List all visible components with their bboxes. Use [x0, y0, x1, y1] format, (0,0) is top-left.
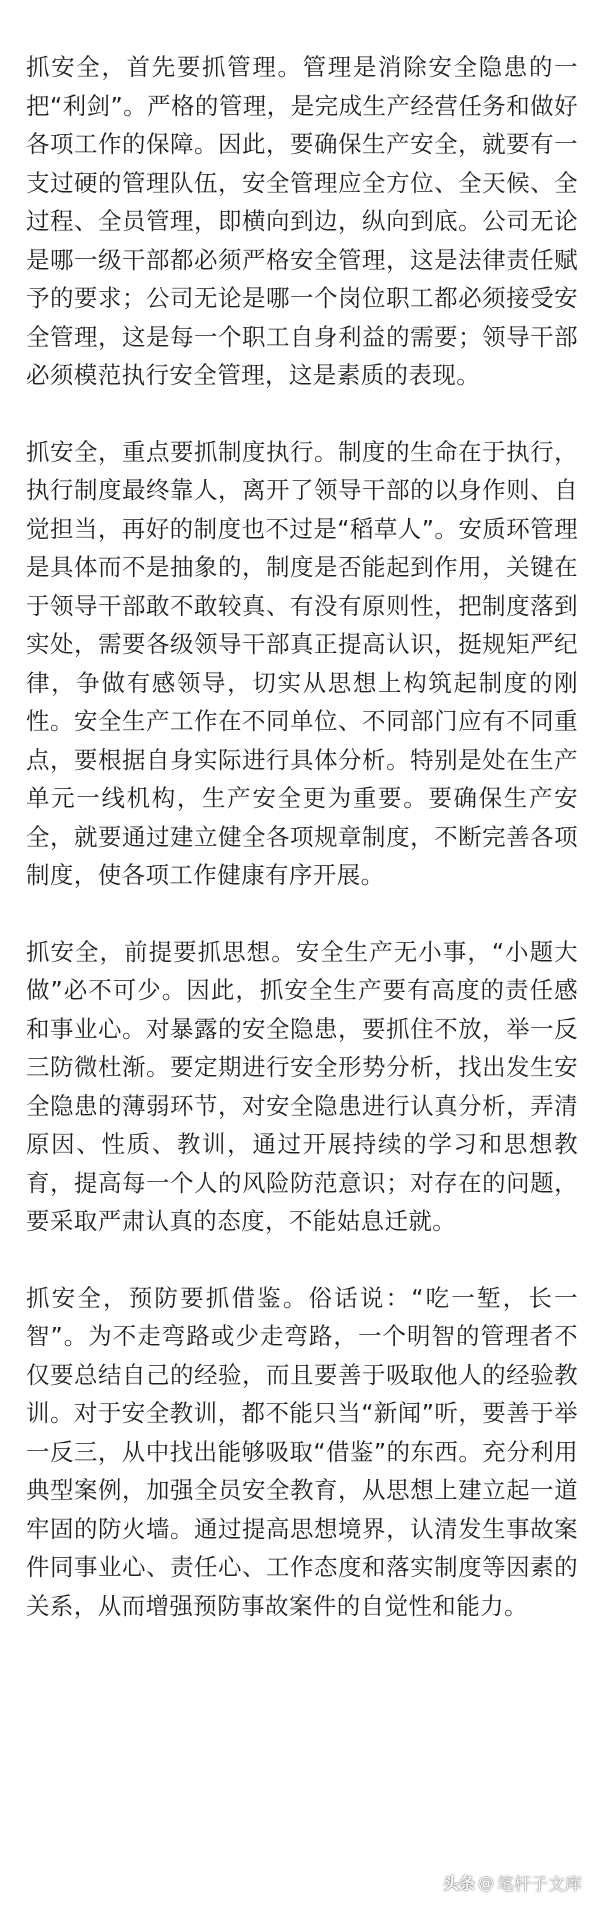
at-icon: @	[478, 1873, 494, 1892]
paragraph-ideology: 抓安全，前提要抓思想。安全生产无小事，“小题大做”必不可少。因此，抓安全生产要有高度的责任感和事业心。对暴露的安全隐患，要抓住不放，举一反三防微杜渐。要定期进行安全形势分析，找出发生安全隐患的薄弱环节，对安全隐患进行认真分析，弄清原因、性质、教训，通过开展持续的学习和思想教育，提高每一个人的风险防范意识；对存在的问题，要采取严肃认真的态度，不能姑息迁就。	[26, 937, 578, 1235]
paragraph-management: 抓安全，首先要抓管理。管理是消除安全隐患的一把“利剑”。严格的管理，是完成生产经营任务和做好各项工作的保障。因此，要确保生产安全，就要有一支过硬的管理队伍，安全管理应全方位、全天候、全过程、全员管理，即横向到边，纵向到底。公司无论是哪一级干部都必须严格安全管理，这是法律责任赋予的要求；公司无论是哪一个岗位职工都必须接受安全管理，这是每一个职工自身利益的需要；领导干部必须模范执行安全管理，这是素质的表现。	[26, 53, 578, 389]
watermark	[443, 1870, 582, 1895]
watermark-brand: 头条	[442, 1874, 475, 1893]
paragraph-lessons: 抓安全，预防要抓借鉴。俗话说：“吃一堑，长一智”。为不走弯路或少走弯路，一个明智的管理者不仅要总结自己的经验，而且要善于吸取他人的经验教训。对于安全教训，都不能只当“新闻”听，要善于举一反三，从中找出能够吸取“借鉴”的东西。充分利用典型案例，加强全员安全教育，从思想上建立起一道牢固的防火墙。通过提高思想境界，认清发生事故案件同事业心、责任心、工作态度和落实制度等因素的关系，从而增强预防事故案件的自觉性和能力。	[26, 1283, 578, 1620]
article-body	[26, 48, 578, 1625]
watermark-author: 笔杆子文库	[497, 1875, 582, 1895]
paragraph-system-execution: 抓安全，重点要抓制度执行。制度的生命在于执行，执行制度最终靠人，离开了领导干部的以身作则、自觉担当，再好的制度也不过是“稻草人”。安质环管理是具体而不是抽象的，制度是否能起到作用，关键在于领导干部敢不敢较真、有没有原则性，把制度落到实处，需要各级领导干部真正提高认识，挺规矩严纪律，争做有感领导，切实从思想上构筑起制度的刚性。安全生产工作在不同单位、不同部门应有不同重点，要根据自身实际进行具体分析。特别是处在生产单元一线机构，生产安全更为重要。要确保生产安全，就要通过建立健全各项规章制度，不断完善各项制度，使各项工作健康有序开展。	[26, 437, 578, 889]
